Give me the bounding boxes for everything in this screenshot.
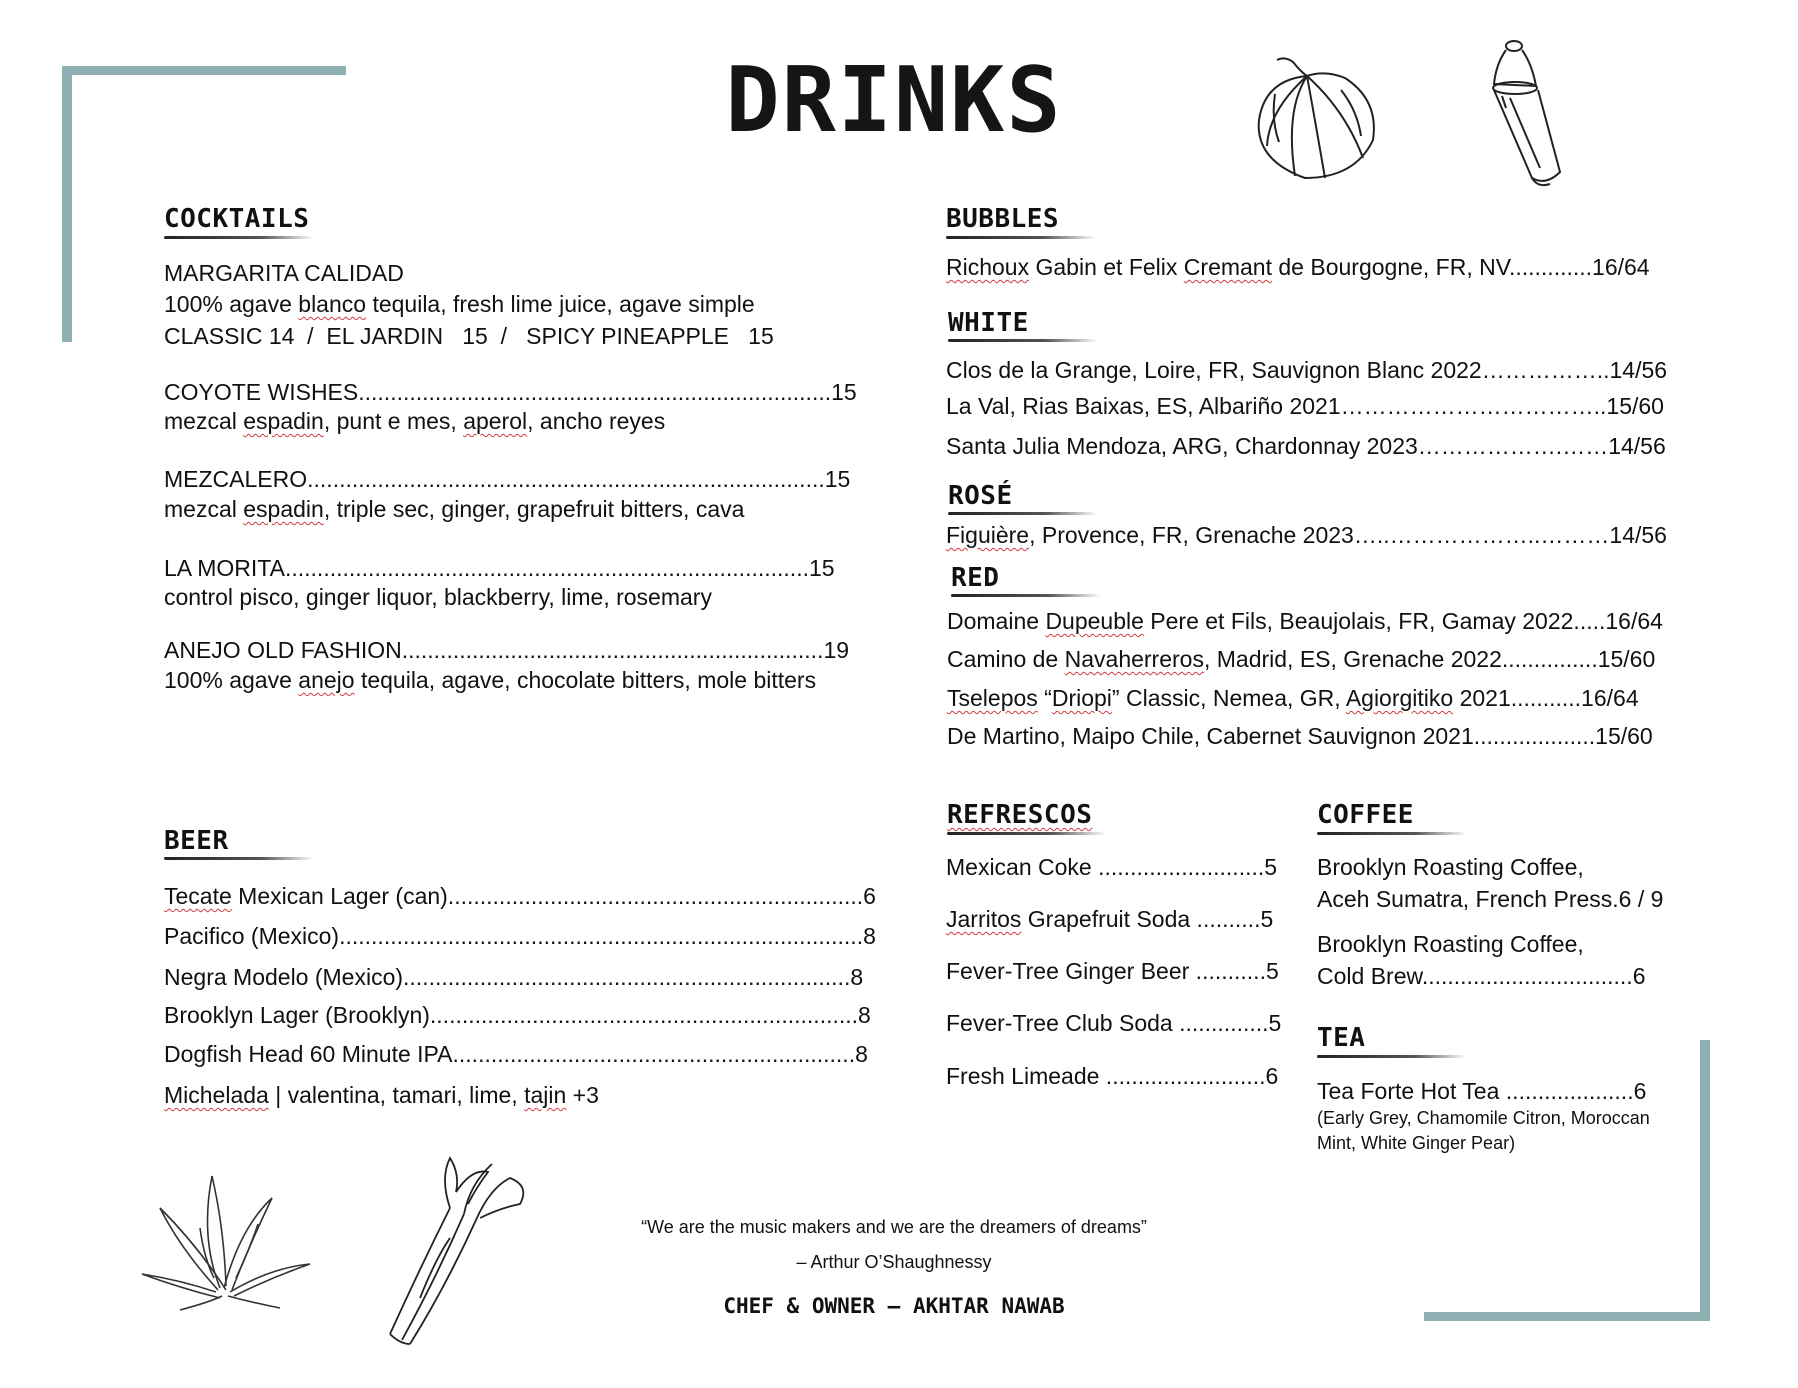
la-morita-item: LA MORITA..................................................................................15 [164, 555, 835, 581]
white-heading-underline [948, 339, 1098, 342]
coffee-item-french-press-line1: Brooklyn Roasting Coffee, [1317, 854, 1584, 880]
beer-item-brooklyn-lager: Brooklyn Lager (Brooklyn)...................................................................8 [164, 1002, 871, 1028]
beer-heading-underline [164, 857, 314, 860]
white-item-la-val: La Val, Rias Baixas, ES, Albariño 2021……………………………..15/60 [946, 393, 1664, 419]
anejo-old-fashion-item: ANEJO OLD FASHION..................................................................19 [164, 637, 850, 663]
coyote-wishes-item: COYOTE WISHES..........................................................................15 [164, 379, 857, 405]
refresco-item-club-soda: Fever-Tree Club Soda ..............5 [946, 1010, 1282, 1036]
bubbles-heading: BUBBLES [946, 204, 1060, 234]
cocktail-shaker-illustration [1480, 38, 1590, 188]
coffee-heading: COFFEE [1317, 800, 1414, 830]
coffee-item-cold-brew-line2: Cold Brew.................................6 [1317, 963, 1646, 989]
page-title: DRINKS [725, 48, 1063, 153]
tea-heading-underline [1317, 1055, 1467, 1058]
chef-owner-credit: CHEF & OWNER – AKHTAR NAWAB [723, 1294, 1065, 1318]
anejo-old-fashion-description: 100% agave anejo tequila, agave, chocolate bitters, mole bitters [164, 667, 817, 693]
red-heading: RED [951, 563, 1000, 593]
white-item-santa-julia: Santa Julia Mendoza, ARG, Chardonnay 2023……………….……14/56 [946, 433, 1666, 459]
coffee-item-cold-brew-line1: Brooklyn Roasting Coffee, [1317, 931, 1584, 957]
bubbles-item: Richoux Gabin et Felix Cremant de Bourgogne, FR, NV.............16/64 [946, 254, 1650, 280]
red-item-de-martino: De Martino, Maipo Chile, Cabernet Sauvignon 2021...................15/60 [947, 723, 1653, 749]
coffee-item-french-press-line2: Aceh Sumatra, French Press.6 / 9 [1317, 886, 1664, 912]
tea-heading: TEA [1317, 1023, 1366, 1053]
footer-quote: “We are the music makers and we are the dreamers of dreams” [641, 1217, 1147, 1237]
red-item-domaine-dupeuble: Domaine Dupeuble Pere et Fils, Beaujolais, FR, Gamay 2022.....16/64 [947, 608, 1663, 634]
red-heading-underline [951, 594, 1101, 597]
margarita-name: MARGARITA CALIDAD [164, 260, 404, 286]
beer-item-michelada: Michelada | valentina, tamari, lime, tajin +3 [164, 1082, 599, 1108]
white-heading: WHITE [948, 308, 1029, 338]
refresco-item-fresh-limeade: Fresh Limeade .........................6 [946, 1063, 1279, 1089]
beer-item-dogfish-head: Dogfish Head 60 Minute IPA...............................................................8 [164, 1041, 868, 1067]
coyote-wishes-description: mezcal espadin, punt e mes, aperol, ancho reyes [164, 408, 666, 434]
tea-note-line2: Mint, White Ginger Pear) [1317, 1133, 1516, 1153]
red-item-tselepos-driopi: Tselepos “Driopi” Classic, Nemea, GR, Agiorgitiko 2021...........16/64 [947, 685, 1639, 711]
refrescos-heading: REFRESCOS [947, 800, 1093, 830]
rose-heading: ROSÉ [948, 481, 1013, 511]
beer-item-pacifico: Pacifico (Mexico)..................................................................................8 [164, 923, 876, 949]
tea-item: Tea Forte Hot Tea ....................6 [1317, 1078, 1647, 1104]
tea-note-line1: (Early Grey, Chamomile Citron, Moroccan [1317, 1108, 1650, 1128]
frame-corner-bottom-right-vertical [1700, 1040, 1710, 1321]
agave-illustration [140, 1168, 315, 1313]
refresco-item-ginger-beer: Fever-Tree Ginger Beer ...........5 [946, 958, 1279, 984]
tomatillo-illustration [1245, 50, 1385, 185]
refresco-item-mexican-coke: Mexican Coke ..........................5 [946, 854, 1278, 880]
beer-heading: BEER [164, 826, 229, 856]
red-item-camino-de-navaherreros: Camino de Navaherreros, Madrid, ES, Grenache 2022...............15/60 [947, 646, 1656, 672]
cocktails-heading: COCKTAILS [164, 204, 310, 234]
mezcalero-description: mezcal espadin, triple sec, ginger, grapefruit bitters, cava [164, 496, 745, 522]
celery-illustration [380, 1148, 540, 1348]
rose-heading-underline [948, 512, 1098, 515]
coffee-heading-underline [1317, 832, 1467, 835]
rose-item-figuiere: Figuière, Provence, FR, Grenache 2023…..………………..………14/56 [946, 522, 1667, 548]
refresco-item-jarritos: Jarritos Grapefruit Soda ..........5 [946, 906, 1274, 932]
footer-quote-author: – Arthur O’Shaughnessy [796, 1252, 992, 1272]
beer-item-negra-modelo: Negra Modelo (Mexico)......................................................................8 [164, 964, 864, 990]
white-item-clos-de-la-grange: Clos de la Grange, Loire, FR, Sauvignon Blanc 2022……………..14/56 [946, 357, 1668, 383]
la-morita-description: control pisco, ginger liquor, blackberry, lime, rosemary [164, 584, 712, 610]
mezcalero-item: MEZCALERO.................................................................................15 [164, 466, 851, 492]
margarita-options: CLASSIC 14 / EL JARDIN 15 / SPICY PINEAPPLE 15 [164, 323, 774, 349]
margarita-description: 100% agave blanco tequila, fresh lime juice, agave simple [164, 291, 755, 317]
cocktails-heading-underline [164, 236, 314, 239]
beer-item-tecate: Tecate Mexican Lager (can).................................................................6 [164, 883, 876, 909]
refrescos-heading-underline [947, 832, 1107, 835]
bubbles-heading-underline [946, 236, 1096, 239]
